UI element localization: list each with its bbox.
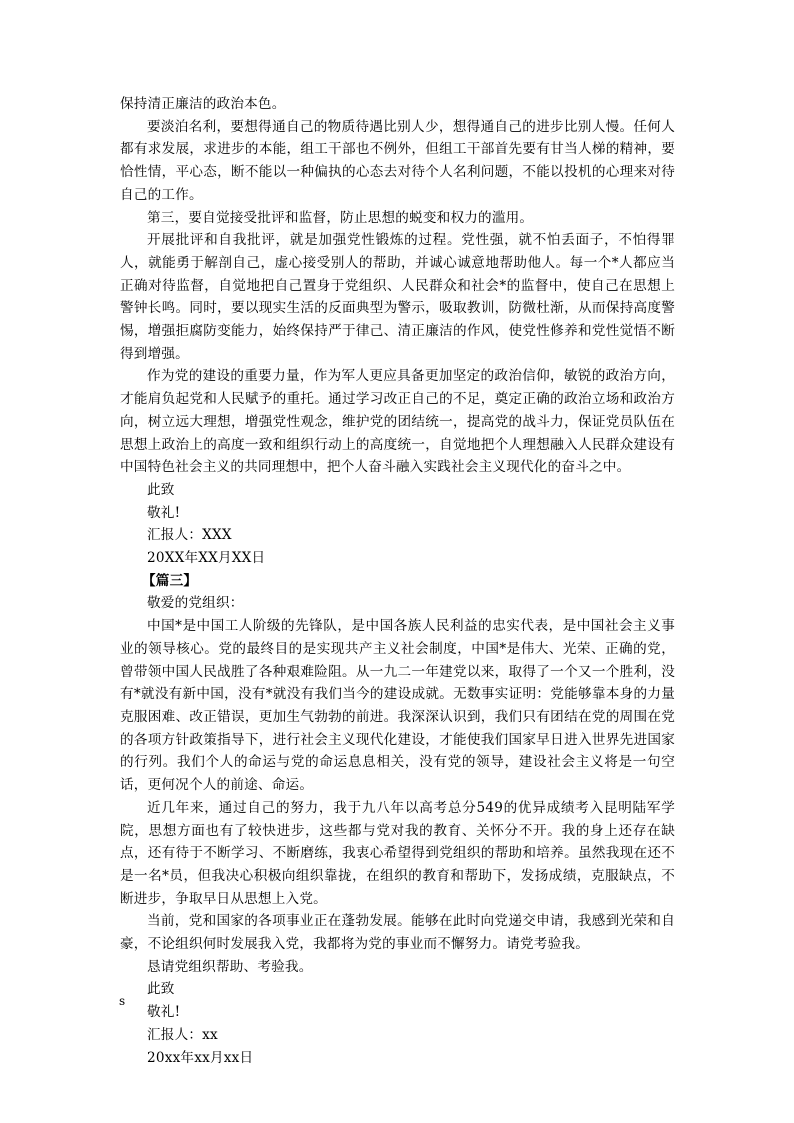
date-line: 20XX年XX月XX日 [147,550,266,567]
paragraph: 第三，要自觉接受批评和监督，防止思想的蜕变和权力的滥用。 [147,209,534,226]
section-heading: 【篇三】 [142,572,198,589]
reporter-line: 汇报人：xx [147,1026,218,1043]
paragraph: 作为党的建设的重要力量，作为军人更应具备更加坚定的政治信仰，敏锐的政治方向，才能肩负起党和人民赋予的重托。通过学习改正自己的不足，奠定正确的政治立场和政治方向，树立远大理想，增强党性观念，维护党的团结统一，提高党的战斗力，保证党员队伍在思想上政治上的高度一致和组织行动上的高度统一，自觉地把个人理想融入人民群众建设有中国特色社会主义的共同理想中，把个人奋斗融入实践社会主义现代化的奋斗之中。 [120,368,675,476]
reporter-line: 汇报人：XXX [147,527,232,544]
paragraph: 近几年来，通过自己的努力，我于九八年以高考总分549的优异成绩考入昆明陆军学院，思想方面也有了较快进步，这些都与党对我的教育、关怀分不开。我的身上还存在缺点，还有待于不断学习、不断磨练，我衷心希望得到党组织的帮助和培养。虽然我现在还不是一名*员，但我决心积极向组织靠拢，在组织的教育和帮助下，发扬成绩，克服缺点，不断进步，争取早日从思想上入党。 [120,799,675,907]
closing-line: 此致 [147,481,175,498]
paragraph: 保持清正廉洁的政治本色。 [120,96,286,112]
document-body [120,93,675,1069]
date-line: 20xx年xx月xx日 [147,1049,254,1066]
paragraph: 开展批评和自我批评，就是加强党性锻炼的过程。党性强，就不怕丢面子，不怕得罪人，就能勇于解剖自己，虚心接受别人的帮助，并诚心诚意地帮助他人。每一个*人都应当正确对待监督，自觉地把自己置身于党组织、人民群众和社会*的监督中，使自己在思想上警钟长鸣。同时，要以现实生活的反面典型为警示，吸取教训，防微杜渐，从而保持高度警惕，增强拒腐防变能力，始终保持严于律己、清正廉洁的作风，使党性修养和党性觉悟不断得到增强。 [120,232,675,362]
stray-mark: s [119,994,126,1008]
paragraph: 当前，党和国家的各项事业正在蓬勃发展。能够在此时向党递交申请，我感到光荣和自豪，不论组织何时发展我入党，我都将为党的事业而不懈努力。请党考验我。 [120,913,675,953]
closing-salute: 敬礼! [147,1004,181,1021]
closing-line: 此致 [147,981,175,998]
paragraph: 恳请党组织帮助、考验我。 [147,958,313,975]
paragraph: 要淡泊名利，要想得通自己的物质待遇比别人少，想得通自己的进步比别人慢。任何人都有求发展，求进步的本能，组工干部也不例外，但组工干部首先要有甘当人梯的精神，要恰性情，平心态，断不能以一种偏执的心态去对待个人名利问题，不能以投机的心理来对待自己的工作。 [120,118,675,203]
closing-salute: 敬礼! [147,504,181,521]
paragraph: 中国*是中国工人阶级的先锋队，是中国各族人民利益的忠实代表，是中国社会主义事业的领导核心。党的最终目的是实现共产主义社会制度，中国*是伟大、光荣、正确的党，曾带领中国人民战胜了各种艰难险阻。从一九二一年建党以来，取得了一个又一个胜利，没有*就没有新中国，没有*就没有我们当今的建设成就。无数事实证明：党能够靠本身的力量克服困难、改正错误，更加生气勃勃的前进。我深深认识到，我们只有团结在党的周围在党的各项方针政策指导下，进行社会主义现代化建设，才能使我们国家早日进入世界先进国家的行列。我们个人的命运与党的命运息息相关，没有党的领导，建设社会主义将是一句空话，更何况个人的前途、命运。 [120,618,675,794]
salutation: 敬爱的党组织： [147,595,244,612]
